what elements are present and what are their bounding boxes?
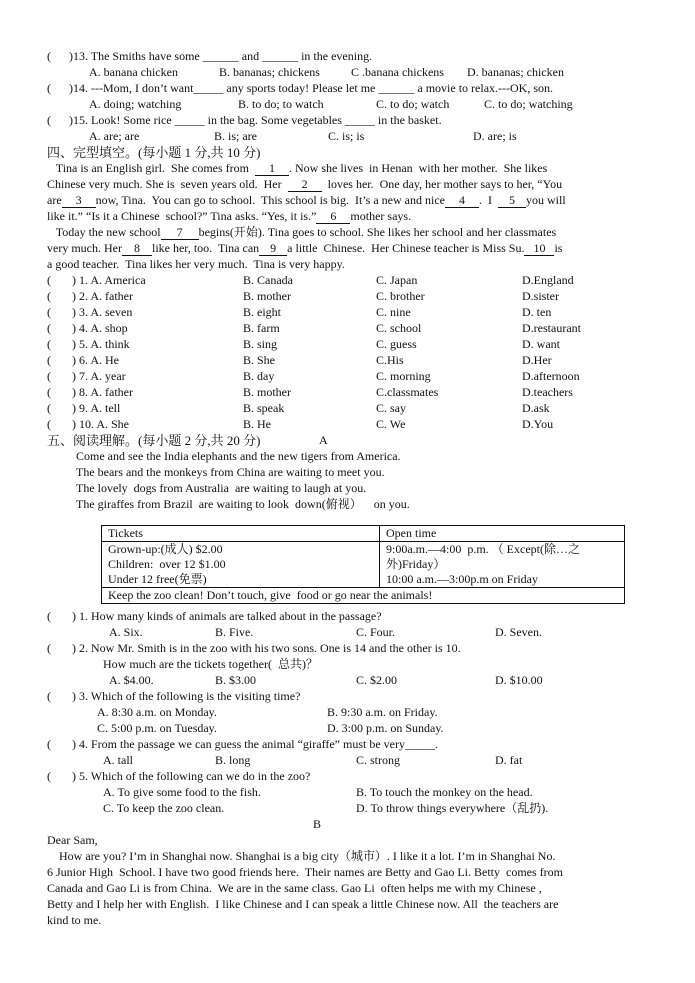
cloze-line-4: like it.” “Is it a Chinese school?” Tina asks. “Yes, it is.” 6 mother says. [47, 209, 412, 223]
blank-9[interactable]: 9 [259, 242, 287, 256]
option-c: C. to do; watch [376, 97, 450, 111]
cloze-option-c: C.His [376, 353, 404, 367]
cloze-option-b: B. speak [243, 401, 285, 415]
reading-question-5: ( ) 5. Which of the following can we do in the zoo? [47, 769, 311, 783]
cloze-line-7: a good teacher. Tina likes her very much. Tina is very happy. [47, 257, 345, 271]
option-a: A. are; are [89, 129, 140, 143]
cloze-line-2: Chinese very much. She is seven years old. Her 2 loves her. One day, her mother says to her, “You [47, 177, 563, 191]
option-d: D. Seven. [495, 625, 542, 639]
cloze-option-b: B. mother [243, 385, 291, 399]
cloze-option-d: D.You [522, 417, 554, 431]
cloze-option-b: B. mother [243, 289, 291, 303]
cloze-option-c: C. school [376, 321, 422, 335]
cloze-option-question: ( ) 4. A. shop [47, 321, 128, 335]
option-a: A. banana chicken [89, 65, 178, 79]
option-d: D. To throw things everywhere（乱扔). [356, 801, 549, 815]
option-d: D. fat [495, 753, 523, 767]
ad-line: The bears and the monkeys from China are waiting to meet you. [76, 465, 385, 479]
option-b: B. Five. [215, 625, 254, 639]
option-b: B. To touch the monkey on the head. [356, 785, 533, 799]
letter-greeting: Dear Sam, [47, 833, 98, 847]
ticket-table [101, 525, 625, 604]
option-b: B. 9:30 a.m. on Friday. [327, 705, 438, 719]
part-b-label: B [313, 817, 322, 831]
cloze-option-question: ( ) 1. A. America [47, 273, 146, 287]
question-15: ( )15. Look! Some rice _____ in the bag. Some vegetables _____ in the basket. [47, 113, 442, 127]
cloze-option-d: D.restaurant [522, 321, 581, 335]
blank-1[interactable]: 1 [255, 162, 289, 176]
option-d: D. are; is [473, 129, 517, 143]
cloze-option-c: C. brother [376, 289, 425, 303]
cloze-option-b: B. day [243, 369, 275, 383]
cloze-option-d: D.England [522, 273, 574, 287]
option-a: A. 8:30 a.m. on Monday. [97, 705, 217, 719]
cloze-option-question: ( ) 3. A. seven [47, 305, 133, 319]
option-c: C. To keep the zoo clean. [103, 801, 225, 815]
letter-line: kind to me. [47, 913, 102, 927]
letter-line: How are you? I’m in Shanghai now. Shanghai is a big city（城市）. I like it a lot. I’m in Shanghai No. [47, 849, 556, 863]
blank-3[interactable]: 3 [62, 194, 96, 208]
reading-question-3: ( ) 3. Which of the following is the visiting time? [47, 689, 301, 703]
cloze-line-6: very much. Her 8 like her, too. Tina can 9 a little Chinese. Her Chinese teacher is Miss Su. 10 is [47, 241, 563, 255]
cloze-option-d: D.ask [522, 401, 550, 415]
option-c: C. is; is [328, 129, 365, 143]
option-b: B. bananas; chickens [219, 65, 320, 79]
cloze-option-c: C. We [376, 417, 406, 431]
cloze-option-question: ( ) 6. A. He [47, 353, 119, 367]
cloze-option-question: ( ) 5. A. think [47, 337, 130, 351]
blank-2[interactable]: 2 [288, 178, 322, 192]
reading-question-2-cont: How much are the tickets together( 总共)？ [103, 657, 318, 671]
table-header-tickets: Tickets [102, 526, 380, 542]
blank-8[interactable]: 8 [122, 242, 152, 256]
option-a: A. tall [103, 753, 133, 767]
cloze-option-d: D.teachers [522, 385, 573, 399]
letter-line: Canada and Gao Li is from China. We are in the same class. Gao Li often helps me with my Chinese , [47, 881, 542, 895]
cloze-option-b: B. Canada [243, 273, 293, 287]
option-c: C. strong [356, 753, 401, 767]
cloze-option-question: ( ) 10. A. She [47, 417, 129, 431]
letter-line: 6 Junior High School. I have two good friends here. Their names are Betty and Gao Li. Betty comes from [47, 865, 563, 879]
option-c: C .banana chickens [351, 65, 444, 79]
reading-question-4: ( ) 4. From the passage we can guess the animal “giraffe” must be very_____. [47, 737, 438, 751]
cloze-option-d: D. want [522, 337, 560, 351]
cloze-option-question: ( ) 8. A. father [47, 385, 133, 399]
option-b: B. long [215, 753, 251, 767]
cloze-option-b: B. eight [243, 305, 281, 319]
cloze-option-b: B. He [243, 417, 271, 431]
ad-line: Come and see the India elephants and the new tigers from America. [76, 449, 401, 463]
option-a: A. doing; watching [89, 97, 182, 111]
blank-10[interactable]: 10 [524, 242, 554, 256]
table-header-open-time: Open time [380, 526, 625, 542]
reading-question-1: ( ) 1. How many kinds of animals are talked about in the passage? [47, 609, 382, 623]
option-a: A. To give some food to the fish. [103, 785, 261, 799]
option-c: C. 5:00 p.m. on Tuesday. [97, 721, 217, 735]
question-14: ( )14. ---Mom, I don’t want_____ any sports today! Please let me ______ a movie to relax.---OK, son. [47, 81, 554, 95]
cloze-option-question: ( ) 9. A. tell [47, 401, 121, 415]
blank-6[interactable]: 6 [316, 210, 350, 224]
ad-line: The giraffes from Brazil are waiting to look down(俯视） on you. [76, 497, 410, 511]
ad-line: The lovely dogs from Australia are waiting to laugh at you. [76, 481, 367, 495]
cloze-option-d: D. ten [522, 305, 552, 319]
cloze-option-b: B. sing [243, 337, 278, 351]
cloze-option-c: C. say [376, 401, 406, 415]
cloze-option-b: B. She [243, 353, 276, 367]
cloze-option-c: C. guess [376, 337, 417, 351]
cloze-option-question: ( ) 7. A. year [47, 369, 126, 383]
option-c: C. Four. [356, 625, 396, 639]
open-times: 9:00a.m.—4:00 p.m. （ Except(除…之 外)Friday） 10:00 a.m.—3:00p.m on Friday [380, 542, 625, 588]
cloze-line-1: Tina is an English girl. She comes from 1 . Now she lives in Henan with her mother. She likes [47, 161, 548, 175]
section-4-title: 四、完型填空。(每小题 1 分,共 10 分) [47, 145, 261, 160]
part-a-label: A [319, 433, 328, 447]
option-c: C. $2.00 [356, 673, 398, 687]
option-a: A. $4.00. [109, 673, 154, 687]
cloze-option-c: C. Japan [376, 273, 418, 287]
option-b: B. $3.00 [215, 673, 257, 687]
reading-question-2: ( ) 2. Now Mr. Smith is in the zoo with his two sons. One is 14 and the other is 10. [47, 641, 461, 655]
option-d: D. $10.00 [495, 673, 543, 687]
cloze-line-3: are 3 now, Tina. You can go to school. This school is big. It’s a new and nice 4 . I 5 you will [47, 193, 566, 207]
cloze-option-d: D.sister [522, 289, 559, 303]
cloze-option-question: ( ) 2. A. father [47, 289, 133, 303]
option-a: A. Six. [109, 625, 143, 639]
cloze-option-c: C. nine [376, 305, 411, 319]
option-b: B. is; are [214, 129, 257, 143]
section-5-title: 五、阅读理解。(每小题 2 分,共 20 分) [47, 433, 261, 448]
cloze-option-c: C. morning [376, 369, 431, 383]
option-d: D. bananas; chicken [467, 65, 564, 79]
letter-line: Betty and I help her with English. I like Chinese and I can speak a little Chinese now. All the teachers are [47, 897, 559, 911]
blank-7[interactable]: 7 [161, 226, 199, 240]
cloze-line-5: Today the new school 7 begins(开始). Tina goes to school. She likes her school and her classmates [47, 225, 557, 239]
cloze-option-d: D.Her [522, 353, 552, 367]
zoo-rules-note: Keep the zoo clean! Don’t touch, give food or go near the animals! [102, 588, 625, 604]
cloze-option-d: D.afternoon [522, 369, 580, 383]
cloze-option-c: C.classmates [376, 385, 439, 399]
blank-5[interactable]: 5 [498, 194, 526, 208]
cloze-option-b: B. farm [243, 321, 280, 335]
option-d: D. 3:00 p.m. on Sunday. [327, 721, 444, 735]
option-d: C. to do; watching [484, 97, 573, 111]
option-b: B. to do; to watch [238, 97, 324, 111]
question-13: ( )13. The Smiths have some ______ and ______ in the evening. [47, 49, 373, 63]
blank-4[interactable]: 4 [445, 194, 479, 208]
ticket-prices: Grown-up:(成人) $2.00 Children: over 12 $1.00 Under 12 free(免票) [102, 542, 380, 588]
